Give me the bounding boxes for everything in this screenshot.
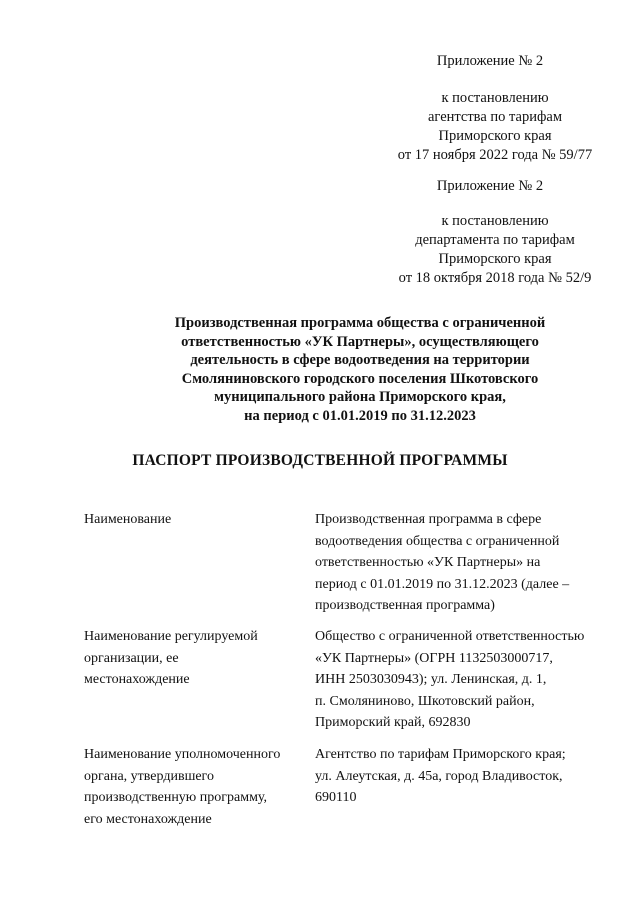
resolution-reference-department bbox=[365, 212, 625, 288]
value-line: «УК Партнеры» (ОГРН 1132503000717, bbox=[315, 650, 553, 666]
value-line: Производственная программа в сфере bbox=[315, 512, 542, 527]
value-line: Общество с ограниченной ответственностью bbox=[315, 629, 585, 644]
title-line: ответственностью «УК Партнеры», осуществляющего bbox=[181, 333, 539, 350]
appendix-number-2 bbox=[390, 177, 590, 196]
appendix-number-1 bbox=[390, 52, 590, 71]
document-title bbox=[140, 314, 580, 425]
resolution-line: Приморского края bbox=[438, 128, 552, 144]
value-line: ответственностью «УК Партнеры» на bbox=[315, 555, 541, 570]
title-line: Смоляниновского городского поселения Шкотовского bbox=[181, 370, 539, 387]
value-line: ул. Алеутская, д. 45а, город Владивосток, bbox=[315, 768, 563, 784]
resolution-line: от 18 октября 2018 года № 52/9 bbox=[398, 270, 592, 286]
passport-row-value-organization bbox=[315, 626, 615, 734]
value-line: водоотведения общества с ограниченной bbox=[315, 533, 560, 549]
title-line: на период с 01.01.2019 по 31.12.2023 bbox=[244, 407, 476, 424]
passport-row-label-name bbox=[84, 509, 304, 531]
title-line: Производственная программа общества с ограниченной bbox=[174, 315, 546, 331]
label-line: Наименование bbox=[84, 512, 172, 527]
label-line: местонахождение bbox=[84, 672, 190, 687]
value-line: Агентство по тарифам Приморского края; bbox=[315, 747, 566, 762]
label-line: Наименование регулируемой bbox=[84, 629, 258, 644]
title-line: муниципального района Приморского края, bbox=[214, 389, 506, 405]
label-line: его местонахождение bbox=[84, 811, 212, 827]
resolution-line: департамента по тарифам bbox=[415, 232, 575, 248]
value-line: п. Смоляниново, Шкотовский район, bbox=[315, 693, 535, 709]
passport-row-label-authority bbox=[84, 744, 304, 830]
value-line: ИНН 2503030943); ул. Ленинская, д. 1, bbox=[315, 672, 547, 687]
passport-row-value-name bbox=[315, 509, 615, 617]
resolution-line: к постановлению bbox=[441, 213, 549, 229]
value-line: Приморский край, 692830 bbox=[315, 715, 471, 730]
passport-row-label-organization bbox=[84, 626, 304, 691]
resolution-line: агентства по тарифам bbox=[428, 109, 562, 125]
label-line: организации, ее bbox=[84, 650, 179, 666]
resolution-line: к постановлению bbox=[441, 90, 549, 106]
title-line: деятельность в сфере водоотведения на территории bbox=[190, 352, 530, 368]
appendix-label: Приложение № 2 bbox=[436, 178, 544, 194]
passport-row-value-authority bbox=[315, 744, 615, 809]
label-line: производственную программу, bbox=[84, 790, 268, 805]
resolution-reference-agency bbox=[375, 89, 615, 165]
resolution-line: Приморского края bbox=[438, 251, 552, 267]
appendix-label: Приложение № 2 bbox=[436, 53, 544, 69]
passport-heading: ПАСПОРТ ПРОИЗВОДСТВЕННОЙ ПРОГРАММЫ bbox=[132, 452, 508, 469]
label-line: органа, утвердившего bbox=[84, 768, 214, 784]
resolution-line: от 17 ноября 2022 года № 59/77 bbox=[397, 147, 593, 163]
value-line: период с 01.01.2019 по 31.12.2023 (далее – bbox=[315, 576, 570, 592]
value-line: 690110 bbox=[315, 790, 357, 805]
label-line: Наименование уполномоченного bbox=[84, 747, 281, 762]
value-line: производственная программа) bbox=[315, 598, 495, 613]
